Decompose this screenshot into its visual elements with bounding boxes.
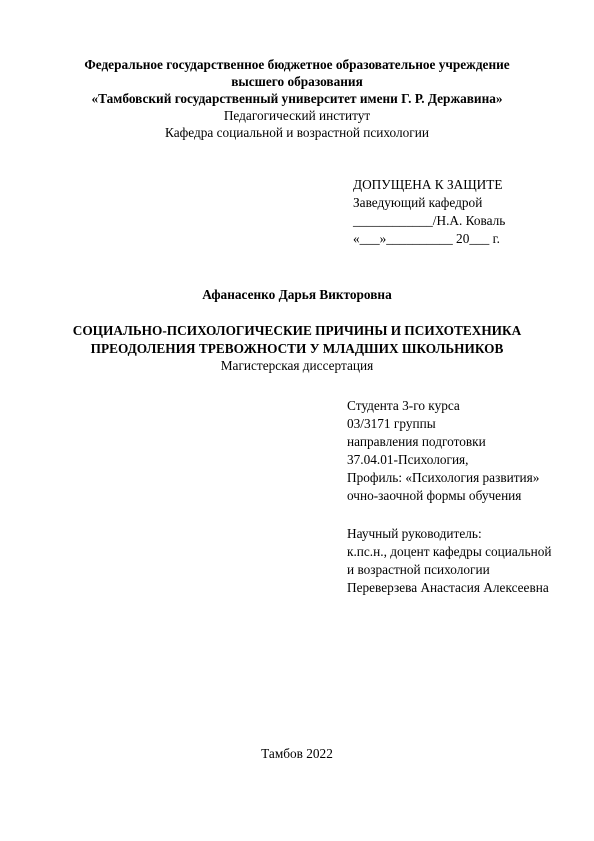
student-direction-code: 37.04.01-Психология, — [347, 452, 469, 467]
institution-name-line2: высшего образования — [231, 74, 363, 89]
supervisor-degree: к.пс.н., доцент кафедры социальной — [347, 544, 552, 559]
supervisor-department: и возрастной психологии — [347, 562, 490, 577]
department-name: Кафедра социальной и возрастной психологии — [165, 125, 429, 140]
approval-date-line: «___»__________ 20___ г. — [353, 231, 500, 246]
work-type: Магистерская диссертация — [220, 358, 374, 373]
institute-name: Педагогический институт — [223, 108, 371, 123]
student-study-form: очно-заочной формы обучения — [347, 488, 522, 503]
university-name: «Тамбовский государственный университет имени Г. Р. Державина» — [91, 91, 503, 106]
author-name: Афанасенко Дарья Викторовна — [202, 287, 392, 302]
supervisor-name: Переверзева Анастасия Алексеевна — [347, 580, 549, 595]
student-group: 03/3171 группы — [347, 416, 436, 431]
student-direction-label: направления подготовки — [347, 434, 486, 449]
supervisor-label: Научный руководитель: — [347, 526, 482, 541]
approval-head-of-department: Заведующий кафедрой — [353, 195, 483, 210]
thesis-title-line2: ПРЕОДОЛЕНИЯ ТРЕВОЖНОСТИ У МЛАДШИХ ШКОЛЬНИКОВ — [90, 341, 504, 356]
institution-name-line1: Федеральное государственное бюджетное образовательное учреждение — [84, 57, 510, 72]
thesis-title-line1: СОЦИАЛЬНО-ПСИХОЛОГИЧЕСКИЕ ПРИЧИНЫ И ПСИХОТЕХНИКА — [72, 323, 522, 338]
approval-signature-line: ____________/Н.А. Коваль — [353, 213, 506, 228]
approval-title: ДОПУЩЕНА К ЗАЩИТЕ — [353, 177, 503, 192]
student-course: Студента 3-го курса — [347, 398, 460, 413]
city-year: Тамбов 2022 — [261, 746, 333, 761]
student-profile: Профиль: «Психология развития» — [347, 470, 540, 485]
